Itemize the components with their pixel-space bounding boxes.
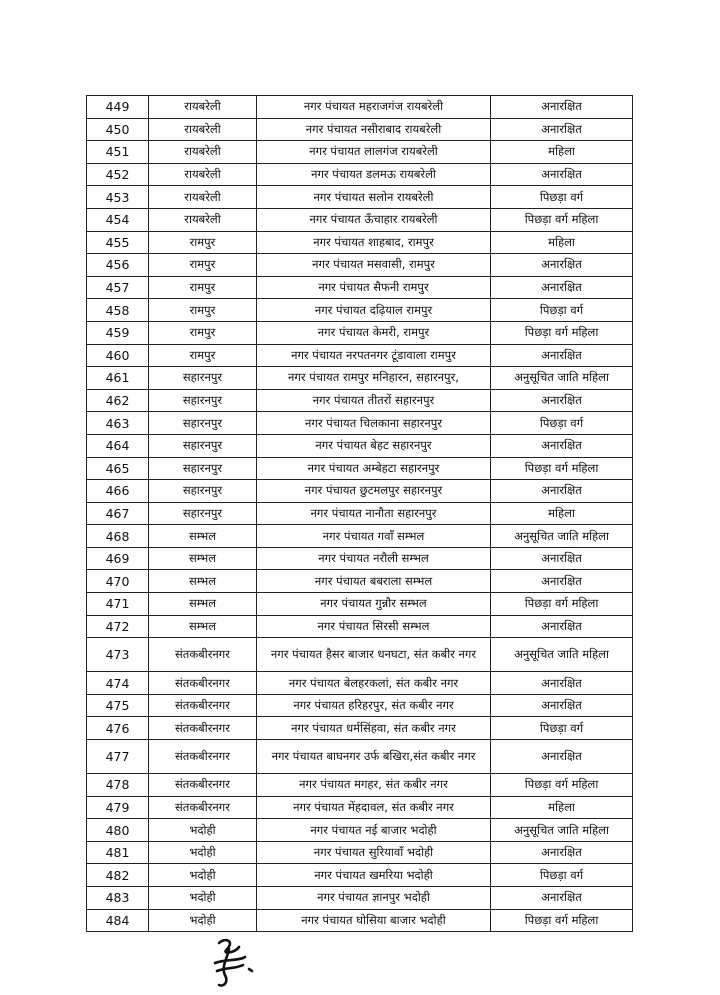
body-name-cell: नगर पंचायत ज्ञानपुर भदोही <box>257 887 491 910</box>
category-cell: पिछड़ा वर्ग महिला <box>491 774 633 797</box>
district-cell: भदोही <box>149 819 257 842</box>
category-cell: अनारक्षित <box>491 694 633 717</box>
district-cell: रायबरेली <box>149 186 257 209</box>
table-row <box>87 887 633 910</box>
table-row <box>87 694 633 717</box>
district-cell: संतकबीरनगर <box>149 740 257 774</box>
body-name-cell: नगर पंचायत सलोन रायबरेली <box>257 186 491 209</box>
table-row <box>87 480 633 503</box>
district-cell: सहारनपुर <box>149 502 257 525</box>
table-row <box>87 141 633 164</box>
serial-cell: 467 <box>87 502 149 525</box>
reservation-table <box>86 95 633 932</box>
table-row <box>87 547 633 570</box>
table-row <box>87 717 633 740</box>
district-cell: संतकबीरनगर <box>149 717 257 740</box>
body-name-cell: नगर पंचायत डलमऊ रायबरेली <box>257 163 491 186</box>
body-name-cell: नगर पंचायत सिरसी सम्भल <box>257 615 491 638</box>
category-cell: महिला <box>491 231 633 254</box>
serial-cell: 473 <box>87 638 149 672</box>
body-name-cell: नगर पंचायत रामपुर मनिहारन, सहारनपुर, <box>257 367 491 390</box>
serial-cell: 469 <box>87 547 149 570</box>
district-cell: रामपुर <box>149 344 257 367</box>
table-row <box>87 740 633 774</box>
body-name-cell: नगर पंचायत लालगंज रायबरेली <box>257 141 491 164</box>
district-cell: रामपुर <box>149 231 257 254</box>
body-name-cell: नगर पंचायत नसीराबाद रायबरेली <box>257 118 491 141</box>
body-name-cell: नगर पंचायत महराजगंज रायबरेली <box>257 96 491 119</box>
serial-cell: 468 <box>87 525 149 548</box>
category-cell: पिछड़ा वर्ग <box>491 864 633 887</box>
serial-cell: 483 <box>87 887 149 910</box>
body-name-cell: नगर पंचायत बाघनगर उर्फ बखिरा,संत कबीर नगर <box>257 740 491 774</box>
category-cell: पिछड़ा वर्ग <box>491 717 633 740</box>
serial-cell: 459 <box>87 321 149 344</box>
body-name-cell: नगर पंचायत सैफनी रामपुर <box>257 276 491 299</box>
category-cell: पिछड़ा वर्ग महिला <box>491 457 633 480</box>
table-row <box>87 502 633 525</box>
body-name-cell: नगर पंचायत मगहर, संत कबीर नगर <box>257 774 491 797</box>
category-cell: महिला <box>491 502 633 525</box>
table-row <box>87 457 633 480</box>
serial-cell: 474 <box>87 672 149 695</box>
district-cell: रायबरेली <box>149 96 257 119</box>
category-cell: अनारक्षित <box>491 887 633 910</box>
serial-cell: 453 <box>87 186 149 209</box>
district-cell: रामपुर <box>149 276 257 299</box>
district-cell: सहारनपुर <box>149 434 257 457</box>
body-name-cell: नगर पंचायत अम्बेहटा सहारनपुर <box>257 457 491 480</box>
table-row <box>87 254 633 277</box>
body-name-cell: नगर पंचायत नरपतनगर टूंडावाला रामपुर <box>257 344 491 367</box>
serial-cell: 481 <box>87 841 149 864</box>
serial-cell: 462 <box>87 389 149 412</box>
body-name-cell: नगर पंचायत नई बाजार भदोही <box>257 819 491 842</box>
serial-cell: 471 <box>87 593 149 616</box>
district-cell: सम्भल <box>149 547 257 570</box>
category-cell: अनारक्षित <box>491 96 633 119</box>
category-cell: अनुसूचित जाति महिला <box>491 367 633 390</box>
table-row <box>87 796 633 819</box>
category-cell: अनारक्षित <box>491 547 633 570</box>
serial-cell: 466 <box>87 480 149 503</box>
district-cell: संतकबीरनगर <box>149 638 257 672</box>
serial-cell: 461 <box>87 367 149 390</box>
body-name-cell: नगर पंचायत गवाँ सम्भल <box>257 525 491 548</box>
table-row <box>87 672 633 695</box>
body-name-cell: नगर पंचायत शाहबाद, रामपुर <box>257 231 491 254</box>
table-row <box>87 389 633 412</box>
district-cell: संतकबीरनगर <box>149 796 257 819</box>
serial-cell: 458 <box>87 299 149 322</box>
district-cell: रायबरेली <box>149 118 257 141</box>
district-cell: सहारनपुर <box>149 367 257 390</box>
serial-cell: 484 <box>87 909 149 932</box>
category-cell: अनारक्षित <box>491 163 633 186</box>
table-row <box>87 367 633 390</box>
category-cell: अनारक्षित <box>491 841 633 864</box>
body-name-cell: नगर पंचायत केमरी, रामपुर <box>257 321 491 344</box>
district-cell: सम्भल <box>149 593 257 616</box>
table-row <box>87 864 633 887</box>
category-cell: पिछड़ा वर्ग महिला <box>491 593 633 616</box>
serial-cell: 455 <box>87 231 149 254</box>
serial-cell: 472 <box>87 615 149 638</box>
category-cell: अनुसूचित जाति महिला <box>491 525 633 548</box>
table-row <box>87 118 633 141</box>
table-row <box>87 321 633 344</box>
district-cell: रायबरेली <box>149 208 257 231</box>
body-name-cell: नगर पंचायत बेहट सहारनपुर <box>257 434 491 457</box>
table-row <box>87 299 633 322</box>
category-cell: अनुसूचित जाति महिला <box>491 638 633 672</box>
table-row <box>87 615 633 638</box>
table-row <box>87 412 633 435</box>
serial-cell: 482 <box>87 864 149 887</box>
table-row <box>87 774 633 797</box>
body-name-cell: नगर पंचायत नरौली सम्भल <box>257 547 491 570</box>
category-cell: अनारक्षित <box>491 570 633 593</box>
table-row <box>87 525 633 548</box>
table-row <box>87 841 633 864</box>
handwritten-signature <box>205 935 265 990</box>
body-name-cell: नगर पंचायत घोसिया बाजार भदोही <box>257 909 491 932</box>
district-cell: रामपुर <box>149 254 257 277</box>
district-cell: रामपुर <box>149 321 257 344</box>
serial-cell: 478 <box>87 774 149 797</box>
serial-cell: 463 <box>87 412 149 435</box>
table-body <box>87 96 633 932</box>
serial-cell: 449 <box>87 96 149 119</box>
body-name-cell: नगर पंचायत बबराला सम्भल <box>257 570 491 593</box>
category-cell: पिछड़ा वर्ग महिला <box>491 909 633 932</box>
serial-cell: 451 <box>87 141 149 164</box>
category-cell: पिछड़ा वर्ग <box>491 412 633 435</box>
district-cell: रामपुर <box>149 299 257 322</box>
table-row <box>87 186 633 209</box>
district-cell: सहारनपुर <box>149 412 257 435</box>
body-name-cell: नगर पंचायत बेलहरकलां, संत कबीर नगर <box>257 672 491 695</box>
table-row <box>87 163 633 186</box>
category-cell: महिला <box>491 796 633 819</box>
serial-cell: 475 <box>87 694 149 717</box>
district-cell: रायबरेली <box>149 163 257 186</box>
body-name-cell: नगर पंचायत चिलकाना सहारनपुर <box>257 412 491 435</box>
category-cell: अनारक्षित <box>491 254 633 277</box>
district-cell: सहारनपुर <box>149 457 257 480</box>
body-name-cell: नगर पंचायत मेंहदावल, संत कबीर नगर <box>257 796 491 819</box>
district-cell: भदोही <box>149 909 257 932</box>
district-cell: भदोही <box>149 841 257 864</box>
table-row <box>87 434 633 457</box>
body-name-cell: नगर पंचायत सुरियावाँ भदोही <box>257 841 491 864</box>
category-cell: अनारक्षित <box>491 118 633 141</box>
table-row <box>87 638 633 672</box>
category-cell: पिछड़ा वर्ग <box>491 186 633 209</box>
table-row <box>87 593 633 616</box>
serial-cell: 457 <box>87 276 149 299</box>
serial-cell: 460 <box>87 344 149 367</box>
table-row <box>87 96 633 119</box>
category-cell: अनारक्षित <box>491 672 633 695</box>
district-cell: रायबरेली <box>149 141 257 164</box>
serial-cell: 477 <box>87 740 149 774</box>
category-cell: अनारक्षित <box>491 434 633 457</box>
category-cell: अनारक्षित <box>491 389 633 412</box>
category-cell: पिछड़ा वर्ग महिला <box>491 321 633 344</box>
table-row <box>87 570 633 593</box>
serial-cell: 476 <box>87 717 149 740</box>
district-cell: संतकबीरनगर <box>149 672 257 695</box>
district-cell: सम्भल <box>149 570 257 593</box>
serial-cell: 454 <box>87 208 149 231</box>
body-name-cell: नगर पंचायत गुन्नौर सम्भल <box>257 593 491 616</box>
table-row <box>87 819 633 842</box>
body-name-cell: नगर पंचायत तीतरों सहारनपुर <box>257 389 491 412</box>
district-cell: भदोही <box>149 864 257 887</box>
table-row <box>87 276 633 299</box>
body-name-cell: नगर पंचायत धर्मसिंहवा, संत कबीर नगर <box>257 717 491 740</box>
body-name-cell: नगर पंचायत मसवासी, रामपुर <box>257 254 491 277</box>
body-name-cell: नगर पंचायत हैसर बाजार धनघटा, संत कबीर नगर <box>257 638 491 672</box>
table-row <box>87 231 633 254</box>
district-cell: संतकबीरनगर <box>149 694 257 717</box>
district-cell: भदोही <box>149 887 257 910</box>
district-cell: संतकबीरनगर <box>149 774 257 797</box>
body-name-cell: नगर पंचायत खमरिया भदोही <box>257 864 491 887</box>
serial-cell: 464 <box>87 434 149 457</box>
serial-cell: 479 <box>87 796 149 819</box>
body-name-cell: नगर पंचायत नानौता सहारनपुर <box>257 502 491 525</box>
table-row <box>87 208 633 231</box>
category-cell: अनुसूचित जाति महिला <box>491 819 633 842</box>
district-cell: सहारनपुर <box>149 480 257 503</box>
category-cell: अनारक्षित <box>491 276 633 299</box>
category-cell: अनारक्षित <box>491 615 633 638</box>
category-cell: महिला <box>491 141 633 164</box>
serial-cell: 450 <box>87 118 149 141</box>
serial-cell: 465 <box>87 457 149 480</box>
district-cell: सहारनपुर <box>149 389 257 412</box>
category-cell: अनारक्षित <box>491 344 633 367</box>
table-row <box>87 344 633 367</box>
body-name-cell: नगर पंचायत ऊँचाहार रायबरेली <box>257 208 491 231</box>
category-cell: पिछड़ा वर्ग महिला <box>491 208 633 231</box>
category-cell: अनारक्षित <box>491 740 633 774</box>
body-name-cell: नगर पंचायत दढ़ियाल रामपुर <box>257 299 491 322</box>
table-row <box>87 909 633 932</box>
body-name-cell: नगर पंचायत छुटमलपुर सहारनपुर <box>257 480 491 503</box>
serial-cell: 456 <box>87 254 149 277</box>
category-cell: अनारक्षित <box>491 480 633 503</box>
serial-cell: 452 <box>87 163 149 186</box>
category-cell: पिछड़ा वर्ग <box>491 299 633 322</box>
district-cell: सम्भल <box>149 615 257 638</box>
serial-cell: 480 <box>87 819 149 842</box>
serial-cell: 470 <box>87 570 149 593</box>
district-cell: सम्भल <box>149 525 257 548</box>
body-name-cell: नगर पंचायत हरिहरपुर, संत कबीर नगर <box>257 694 491 717</box>
